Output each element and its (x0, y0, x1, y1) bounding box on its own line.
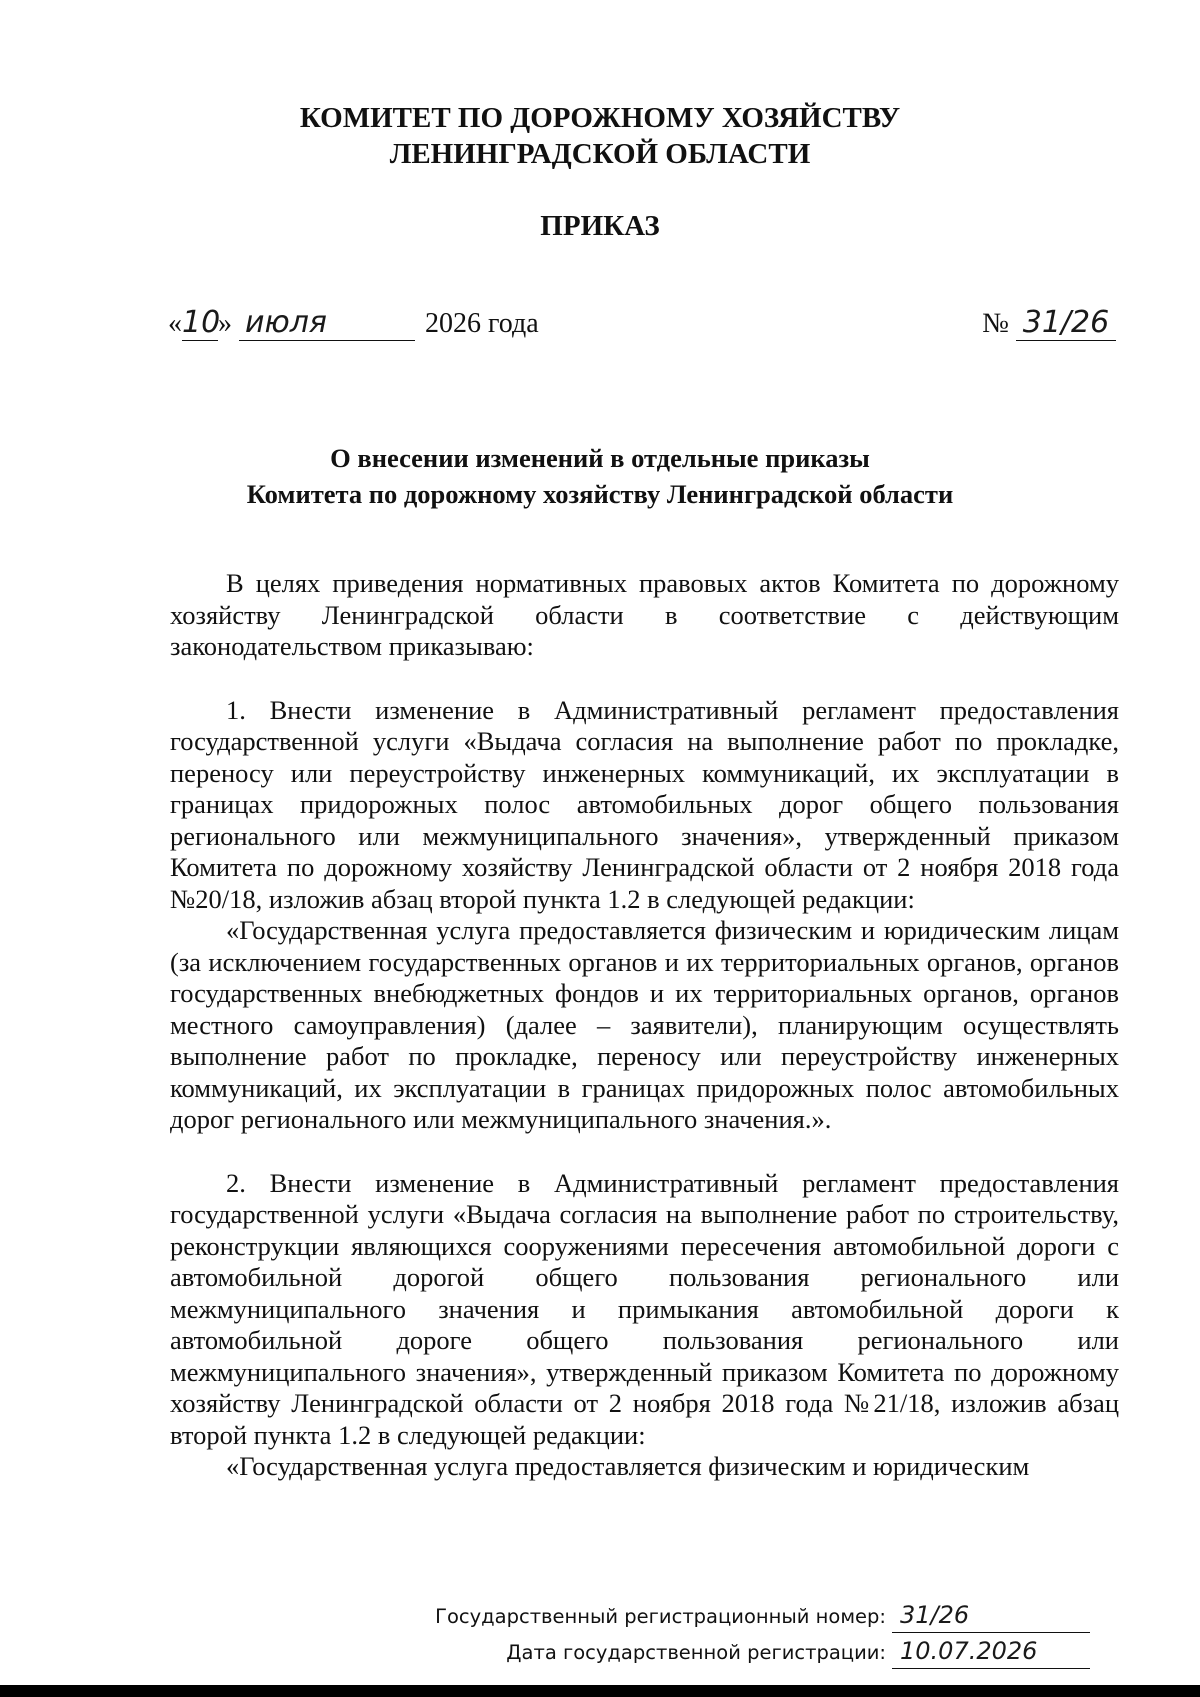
paragraph-gap (170, 1136, 1119, 1168)
order-date (168, 305, 539, 341)
scan-edge-bar (0, 1685, 1200, 1697)
number-sign: № (982, 308, 1009, 339)
date-month-handwritten: июля (239, 305, 415, 341)
document-header (0, 100, 1200, 172)
paragraph-gap (170, 663, 1119, 695)
order-number (982, 305, 1116, 341)
order-body (170, 568, 1119, 1483)
registration-number-handwritten: 31/26 (892, 1598, 1090, 1633)
subject-line-1: О внесении изменений в отдельные приказы (330, 443, 870, 473)
order-title: ПРИКАЗ (540, 210, 660, 242)
registration-stamp (435, 1598, 1090, 1670)
registration-date-label: Дата государственной регистрации: (506, 1641, 886, 1664)
registration-date-row (435, 1634, 1090, 1670)
registration-number-label: Государственный регистрационный номер: (435, 1605, 886, 1628)
date-year: 2026 года (425, 308, 539, 339)
item-1-paragraph: 1. Внести изменение в Административный регламент предоставления государственной услуги «Выдача согласия на выполнение работ по прокладке, переносу или переустройству инженерных коммуникаций, их эксплуатации в границах придорожных полос автомобильных дорог общего пользования регионального или межмуниципального значения», утвержденный приказом Комитета по дорожному хозяйству Ленинградской области от 2 ноября 2018 года №20/18, изложив абзац второй пункта 1.2 в следующей редакции: (170, 694, 1119, 914)
number-handwritten: 31/26 (1016, 305, 1116, 341)
order-subject (0, 440, 1200, 512)
subject-line-2: Комитета по дорожному хозяйству Ленинградской области (246, 479, 954, 509)
item-1-quote-paragraph: «Государственная услуга предоставляется физическим и юридическим лицам (за исключением государственных органов и их территориальных органов, органов государственных внебюджетных фондов и их территориальных органов, органов местного самоуправления) (далее – заявители), планирующим осуществлять выполнение работ по прокладке, переносу или переустройству инженерных коммуникаций, их эксплуатации в границах придорожных полос автомобильных дорог регионального или межмуниципального значения.». (170, 915, 1119, 1134)
header-line-1: КОМИТЕТ ПО ДОРОЖНОМУ ХОЗЯЙСТВУ (299, 102, 901, 134)
date-close-quote: » (218, 308, 232, 339)
date-day-handwritten: 10 (182, 305, 221, 340)
date-open-quote: « (168, 308, 182, 339)
item-2-quote-paragraph: «Государственная услуга предоставляется физическим и юридическим (226, 1451, 1030, 1481)
item-2-paragraph: 2. Внести изменение в Административный регламент предоставления государственной услуги «Выдача согласия на выполнение работ по строительству, реконструкции являющихся сооружениями пересечения автомобильной дороги с автомобильной дорогой общего пользования регионального или межмуниципального значения и примыкания автомобильной дороги к автомобильной дороге общего пользования регионального или межмуниципального значения», утвержденный приказом Комитета по дорожному хозяйству Ленинградской области от 2 ноября 2018 года №21/18, изложив абзац второй пункта 1.2 в следующей редакции: (170, 1167, 1119, 1450)
intro-paragraph: В целях приведения нормативных правовых актов Комитета по дорожному хозяйству Ленинградской области в соответствие с действующим законодательством приказываю: (170, 568, 1119, 661)
header-line-2: ЛЕНИНГРАДСКОЙ ОБЛАСТИ (389, 138, 811, 170)
registration-date-handwritten: 10.07.2026 (892, 1634, 1090, 1669)
registration-number-row (435, 1598, 1090, 1634)
